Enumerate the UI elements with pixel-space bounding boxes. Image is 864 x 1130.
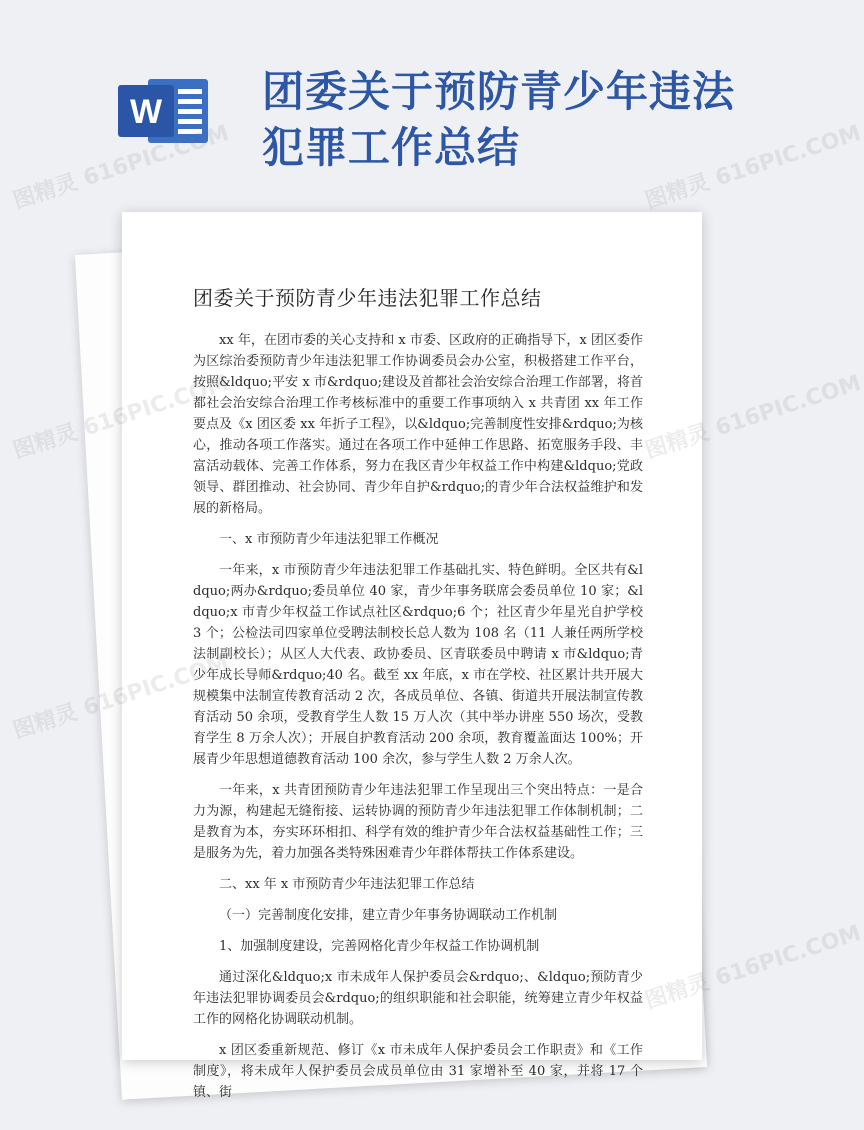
banner-title: 团委关于预防青少年违法犯罪工作总结 <box>262 67 736 172</box>
svg-text:W: W <box>129 93 163 131</box>
word-icon <box>118 75 214 147</box>
subsection-heading: （一）完善制度化安排，建立青少年事务协调联动工作机制 <box>219 908 558 923</box>
document-title: 团委关于预防青少年违法犯罪工作总结 <box>193 286 542 310</box>
watermark: 图精灵 616PIC.COM <box>642 920 864 1015</box>
document-body <box>193 330 643 1113</box>
paragraph: 一年来，x 共青团预防青少年违法犯罪工作呈现出三个突出特点：一是合力为源，构建起无缝衔接、运转协调的预防青少年违法犯罪工作体制机制；二是教育为本，夯实环环相扣、科学有效的维护青少年合法权益基础性工作；三是服务为先，着力加强各类特殊困难青少年群体帮扶工作体系建设。 <box>193 783 643 861</box>
watermark: 图精灵 616PIC.COM <box>10 120 233 215</box>
paragraph: xx 年，在团市委的关心支持和 x 市委、区政府的正确指导下，x 团区委作为区综治委预防青少年违法犯罪工作协调委员会办公室，积极搭建工作平台，按照&ldquo;平安 x 市&rdquo;建设及首都社会治安综合治理工作部署，将首都社会治安综合治理工作考核标准中的重要工作事项纳入 x 共青团 xx 年工作要点及《x 团区委 xx 年折子工程》，以&ldquo;完善制度性安排&rdquo;为核心，推动各项工作落实。通过在各项工作中延伸工作思路、拓宽服务手段、丰富活动载体、完善工作体系，努力在我区青少年权益工作中构建&ldquo;党政领导、群团推动、社会协同、青少年自护&rdquo;的青少年合法权益维护和发展的新格局。 <box>193 333 643 516</box>
document-page <box>122 212 702 1100</box>
section-heading: 一、x 市预防青少年违法犯罪工作概况 <box>219 532 439 547</box>
paragraph: 通过深化&ldquo;x 市未成年人保护委员会&rdquo;、&ldquo;预防青少年违法犯罪协调委员会&rdquo;的组织职能和社会职能，统筹建立青少年权益工作的网格化协调联动机制。 <box>193 970 643 1027</box>
watermark: 图精灵 616PIC.COM <box>642 120 864 215</box>
watermark: 图精灵 <box>10 699 81 745</box>
section-heading: 二、xx 年 x 市预防青少年违法犯罪工作总结 <box>219 877 475 892</box>
subsection-heading: 1、加强制度建设，完善网格化青少年权益工作协调机制 <box>219 939 540 954</box>
paragraph: x 团区委重新规范、修订《x 市未成年人保护委员会工作职责》和《工作制度》，将未成年人保护委员会成员单位由 31 家增补至 40 家，并将 17 个镇、街 <box>193 1043 643 1100</box>
watermark: 图精灵 616PIC.COM <box>642 370 864 465</box>
paragraph: 一年来，x 市预防青少年违法犯罪工作基础扎实、特色鲜明。全区共有&ldquo;两办&rdquo;委员单位 40 家，青少年事务联席会委员单位 10 家；&ldquo;x 市青少年权益工作试点社区&rdquo;6 个；社区青少年星光自护学校 3 个；公检法司四家单位受聘法制校长总人数为 108 名（11 人兼任两所学校法制副校长）；从区人大代表、政协委员、区青联委员中聘请 x 市&ldquo;青少年成长导师&rdquo;40 名。截至 xx 年底，x 市在学校、社区累计共开展大规模集中法制宣传教育活动 2 次，各成员单位、各镇、街道共开展法制宣传教育活动 50 余项，受教育学生人数 15 万人次（其中举办讲座 550 场次，受教育学生 8 万余人次）；开展自护教育活动 200 余项，教育覆盖面达 100%；开展青少年思想道德教育活动 100 余次，参与学生人数 2 万余人次。 <box>193 563 643 767</box>
watermark: 图精灵 <box>10 419 81 465</box>
